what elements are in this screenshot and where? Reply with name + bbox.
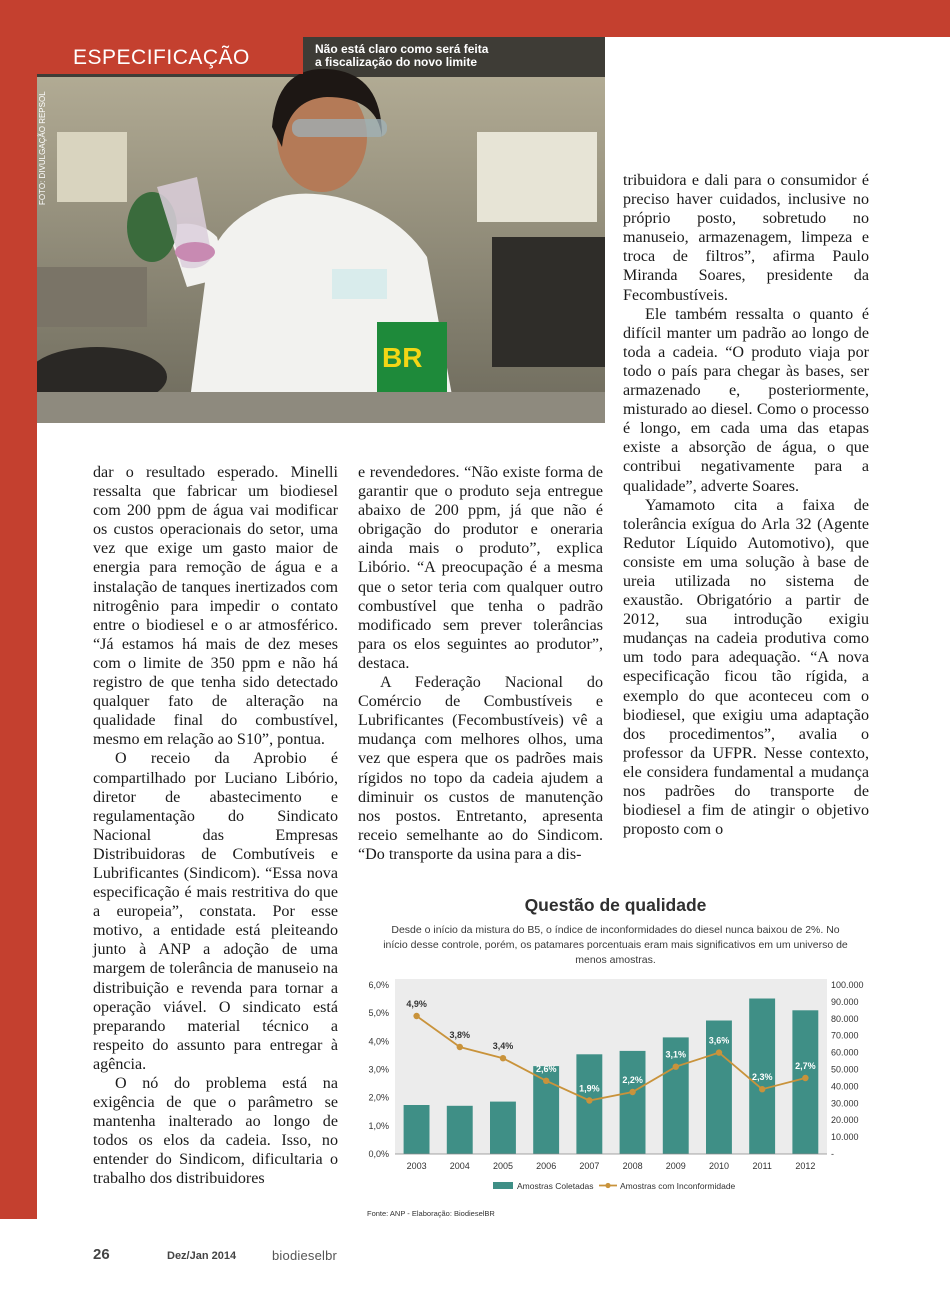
x-tick-label: 2006 xyxy=(536,1161,557,1171)
photo-credit xyxy=(38,91,50,205)
x-tick-label: 2012 xyxy=(795,1161,816,1171)
line-point xyxy=(586,1097,592,1103)
data-label: 3,6% xyxy=(708,1035,730,1046)
x-tick-label: 2009 xyxy=(665,1161,686,1171)
line-point xyxy=(500,1055,506,1061)
right-tick-label: 60.000 xyxy=(831,1047,859,1058)
photo-caption-line: Não está claro como será feita xyxy=(315,42,489,56)
line-point xyxy=(629,1089,635,1095)
magazine-brand: biodieselbr xyxy=(272,1248,338,1263)
photo-caption-line: a fiscalização do novo limite xyxy=(315,55,478,69)
bar xyxy=(792,1010,818,1154)
page-number: 26 xyxy=(93,1246,110,1263)
bar xyxy=(447,1106,473,1154)
paragraph: Yamamoto cita a faixa de tolerância exígua do Arla 32 (Agente Redutor Líquido Automotivo), que consiste em uma solução à base de ureia utilizada no sistema de exaustão. Obrigatório a partir de 2012, sua introdução exigiu mudanças na cadeia produtiva como um todo para adequação. “A nova especificação ficou tão rígida, a exemplo do que aconteceu com o biodiesel, que exigiu uma adaptação dos procedimentos”, avalia o professor da UFPR. Nesse contexto, ele considera fundamental a mudança nos padrões do transporte de biodiesel a fim de atingir o objetivo proposto com o xyxy=(623,496,869,839)
data-label: 3,8% xyxy=(449,1030,471,1040)
chart-title: Questão de qualidade xyxy=(524,895,707,915)
data-label: 3,1% xyxy=(665,1049,687,1060)
lab-photo xyxy=(37,37,605,423)
right-tick-label: 30.000 xyxy=(831,1098,859,1109)
left-tick-label: 5,0% xyxy=(368,1008,389,1019)
quality-chart xyxy=(355,968,875,1203)
right-tick-label: 10.000 xyxy=(831,1132,859,1143)
line-point xyxy=(457,1044,463,1050)
bar xyxy=(404,1105,430,1154)
article-column-1 xyxy=(93,463,338,1189)
right-tick-label: 40.000 xyxy=(831,1081,859,1092)
data-label: 2,3% xyxy=(751,1072,773,1083)
data-label: 2,2% xyxy=(622,1075,643,1085)
left-tick-label: 0,0% xyxy=(368,1149,389,1159)
left-tick-label: 4,0% xyxy=(368,1036,389,1047)
paragraph: A Federação Nacional do Comércio de Combustíveis e Lubrificantes (Fecombustíveis) vê a mudança com melhores olhos, uma vez que espera que os padrões mais rígidos no topo da cadeia ajudem a diminuir os custos de manutenção nos postos. Entretanto, apresenta receio semelhante ao do Sindicom. “Do transporte da usina para a dis- xyxy=(358,674,603,863)
paragraph: Ele também ressalta o quanto é difícil manter um padrão ao longo de toda a cadeia. “O produto viaja por todo o país para chegar às bases, ser armazenado e, posteriormente, misturado ao diesel. Como o processo é longo, em cada uma das etapas existe a absorção de água, o que contribui negativamente para a qualidade”, adverte Soares. xyxy=(623,305,869,495)
x-tick-label: 2003 xyxy=(406,1161,427,1171)
chart-source: Fonte: ANP - Elaboração: BiodieselBR xyxy=(367,1209,495,1218)
paragraph: dar o resultado esperado. Minelli ressalta que fabricar um biodiesel com 200 ppm de água vai modificar os custos operacionais do setor, uma vez que exige um gasto maior de energia para remoção de água e a instalação de tanques inertizados com nitrogênio para impedir o contato entre o biodiesel e o ar atmosférico. “Já estamos há mais de dez meses com o limite de 350 ppm e não há registro de que tenha sido detectado qualquer fato de alteração na qualidade final do combustível, mesmo em relação ao S10”, pontua. xyxy=(93,464,338,749)
left-tick-label: 2,0% xyxy=(368,1092,389,1103)
paragraph: tribuidora e dali para o consumidor é preciso haver cuidados, inclusive no próprio posto, sobretudo no manuseio, armazenagem, limpeza e troca de filtros”, afirma Paulo Miranda Soares, presidente da Fecombustíveis. xyxy=(623,172,869,304)
x-tick-label: 2005 xyxy=(492,1161,514,1171)
legend-label-bars: Amostras Coletadas xyxy=(517,1181,594,1191)
line-point xyxy=(802,1075,808,1081)
data-label: 2,7% xyxy=(795,1061,816,1071)
right-tick-label: 80.000 xyxy=(831,1013,859,1024)
issue-date: Dez/Jan 2014 xyxy=(167,1250,237,1262)
top-accent-bar xyxy=(0,0,950,37)
left-accent-bar xyxy=(0,37,37,1219)
line-point xyxy=(759,1086,765,1092)
right-tick-label: - xyxy=(831,1149,834,1159)
right-tick-label: 90.000 xyxy=(831,996,859,1007)
legend-swatch-marker xyxy=(605,1183,610,1188)
chart-subtitle: Desde o início da mistura do B5, o índice de inconformidades do diesel nunca baixou de 2%. No início desse controle, porém, os patamares porcentuais eram mais significativos em um universo de menos amostras. xyxy=(383,924,848,966)
line-point xyxy=(543,1078,549,1084)
paragraph: O receio da Aprobio é compartilhado por Luciano Libório, diretor de abastecimento e regulamentação do Sindicato Nacional das Empresas Distribuidoras de Combutíveis e Lubrificantes (Sindicom). “Essa nova especificação é mais restritiva do que a europeia”, constata. Por esse motivo, a entidade está pleiteando junto à ANP a adoção de uma margem de tolerância de manuseio na distribuição e revenda para tornar a operação viável. O sindicato está preparando material técnico a respeito do assunto para entregar à agência. xyxy=(93,750,338,1073)
x-tick-label: 2010 xyxy=(708,1161,730,1171)
x-tick-label: 2008 xyxy=(622,1161,643,1171)
right-tick-label: 100.000 xyxy=(831,980,864,990)
line-point xyxy=(673,1064,679,1070)
paragraph: O nó do problema está na exigência de que o parâmetro se mantenha inalterado ao longo de todos os elos da cadeia. Isso, no entender do Sindicom, dificultaria o trabalho dos distribuidores xyxy=(93,1075,338,1188)
bar xyxy=(490,1102,516,1154)
data-label: 4,9% xyxy=(406,999,427,1009)
photo-credit-text: FOTO: DIVULGAÇÃO REPSOL xyxy=(38,91,47,205)
section-label: ESPECIFICAÇÃO xyxy=(37,37,303,74)
right-tick-label: 20.000 xyxy=(831,1115,859,1126)
data-label: 2,6% xyxy=(535,1063,557,1074)
data-label: 1,9% xyxy=(579,1083,600,1094)
line-point xyxy=(413,1013,419,1019)
bar xyxy=(576,1054,602,1154)
legend-swatch-bars xyxy=(493,1182,513,1189)
right-tick-label: 70.000 xyxy=(831,1030,859,1041)
right-tick-label: 50.000 xyxy=(831,1064,859,1075)
left-tick-label: 6,0% xyxy=(368,980,389,990)
paragraph: e revendedores. “Não existe forma de garantir que o produto seja entregue abaixo de 200 ppm, já que não é obrigação do produtor e oneraria ainda mais o produto”, explica Libório. “A preocupação é a mesma que o setor teria com qualquer outro combustível que tenha o padrão modificado sem prever tolerâncias para os elos seguintes ao produtor”, destaca. xyxy=(358,464,603,672)
photo-caption xyxy=(315,43,595,69)
article-column-3 xyxy=(623,171,869,839)
x-tick-label: 2011 xyxy=(752,1161,772,1171)
br-logo: BR xyxy=(382,342,423,373)
line-point xyxy=(716,1049,722,1055)
x-tick-label: 2007 xyxy=(579,1161,600,1171)
bar xyxy=(620,1051,646,1154)
data-label: 3,4% xyxy=(492,1041,514,1052)
left-tick-label: 1,0% xyxy=(368,1120,389,1131)
legend-label-line: Amostras com Inconformidade xyxy=(620,1181,736,1191)
left-tick-label: 3,0% xyxy=(368,1064,389,1075)
x-tick-label: 2004 xyxy=(449,1161,470,1171)
article-column-2 xyxy=(358,463,603,864)
